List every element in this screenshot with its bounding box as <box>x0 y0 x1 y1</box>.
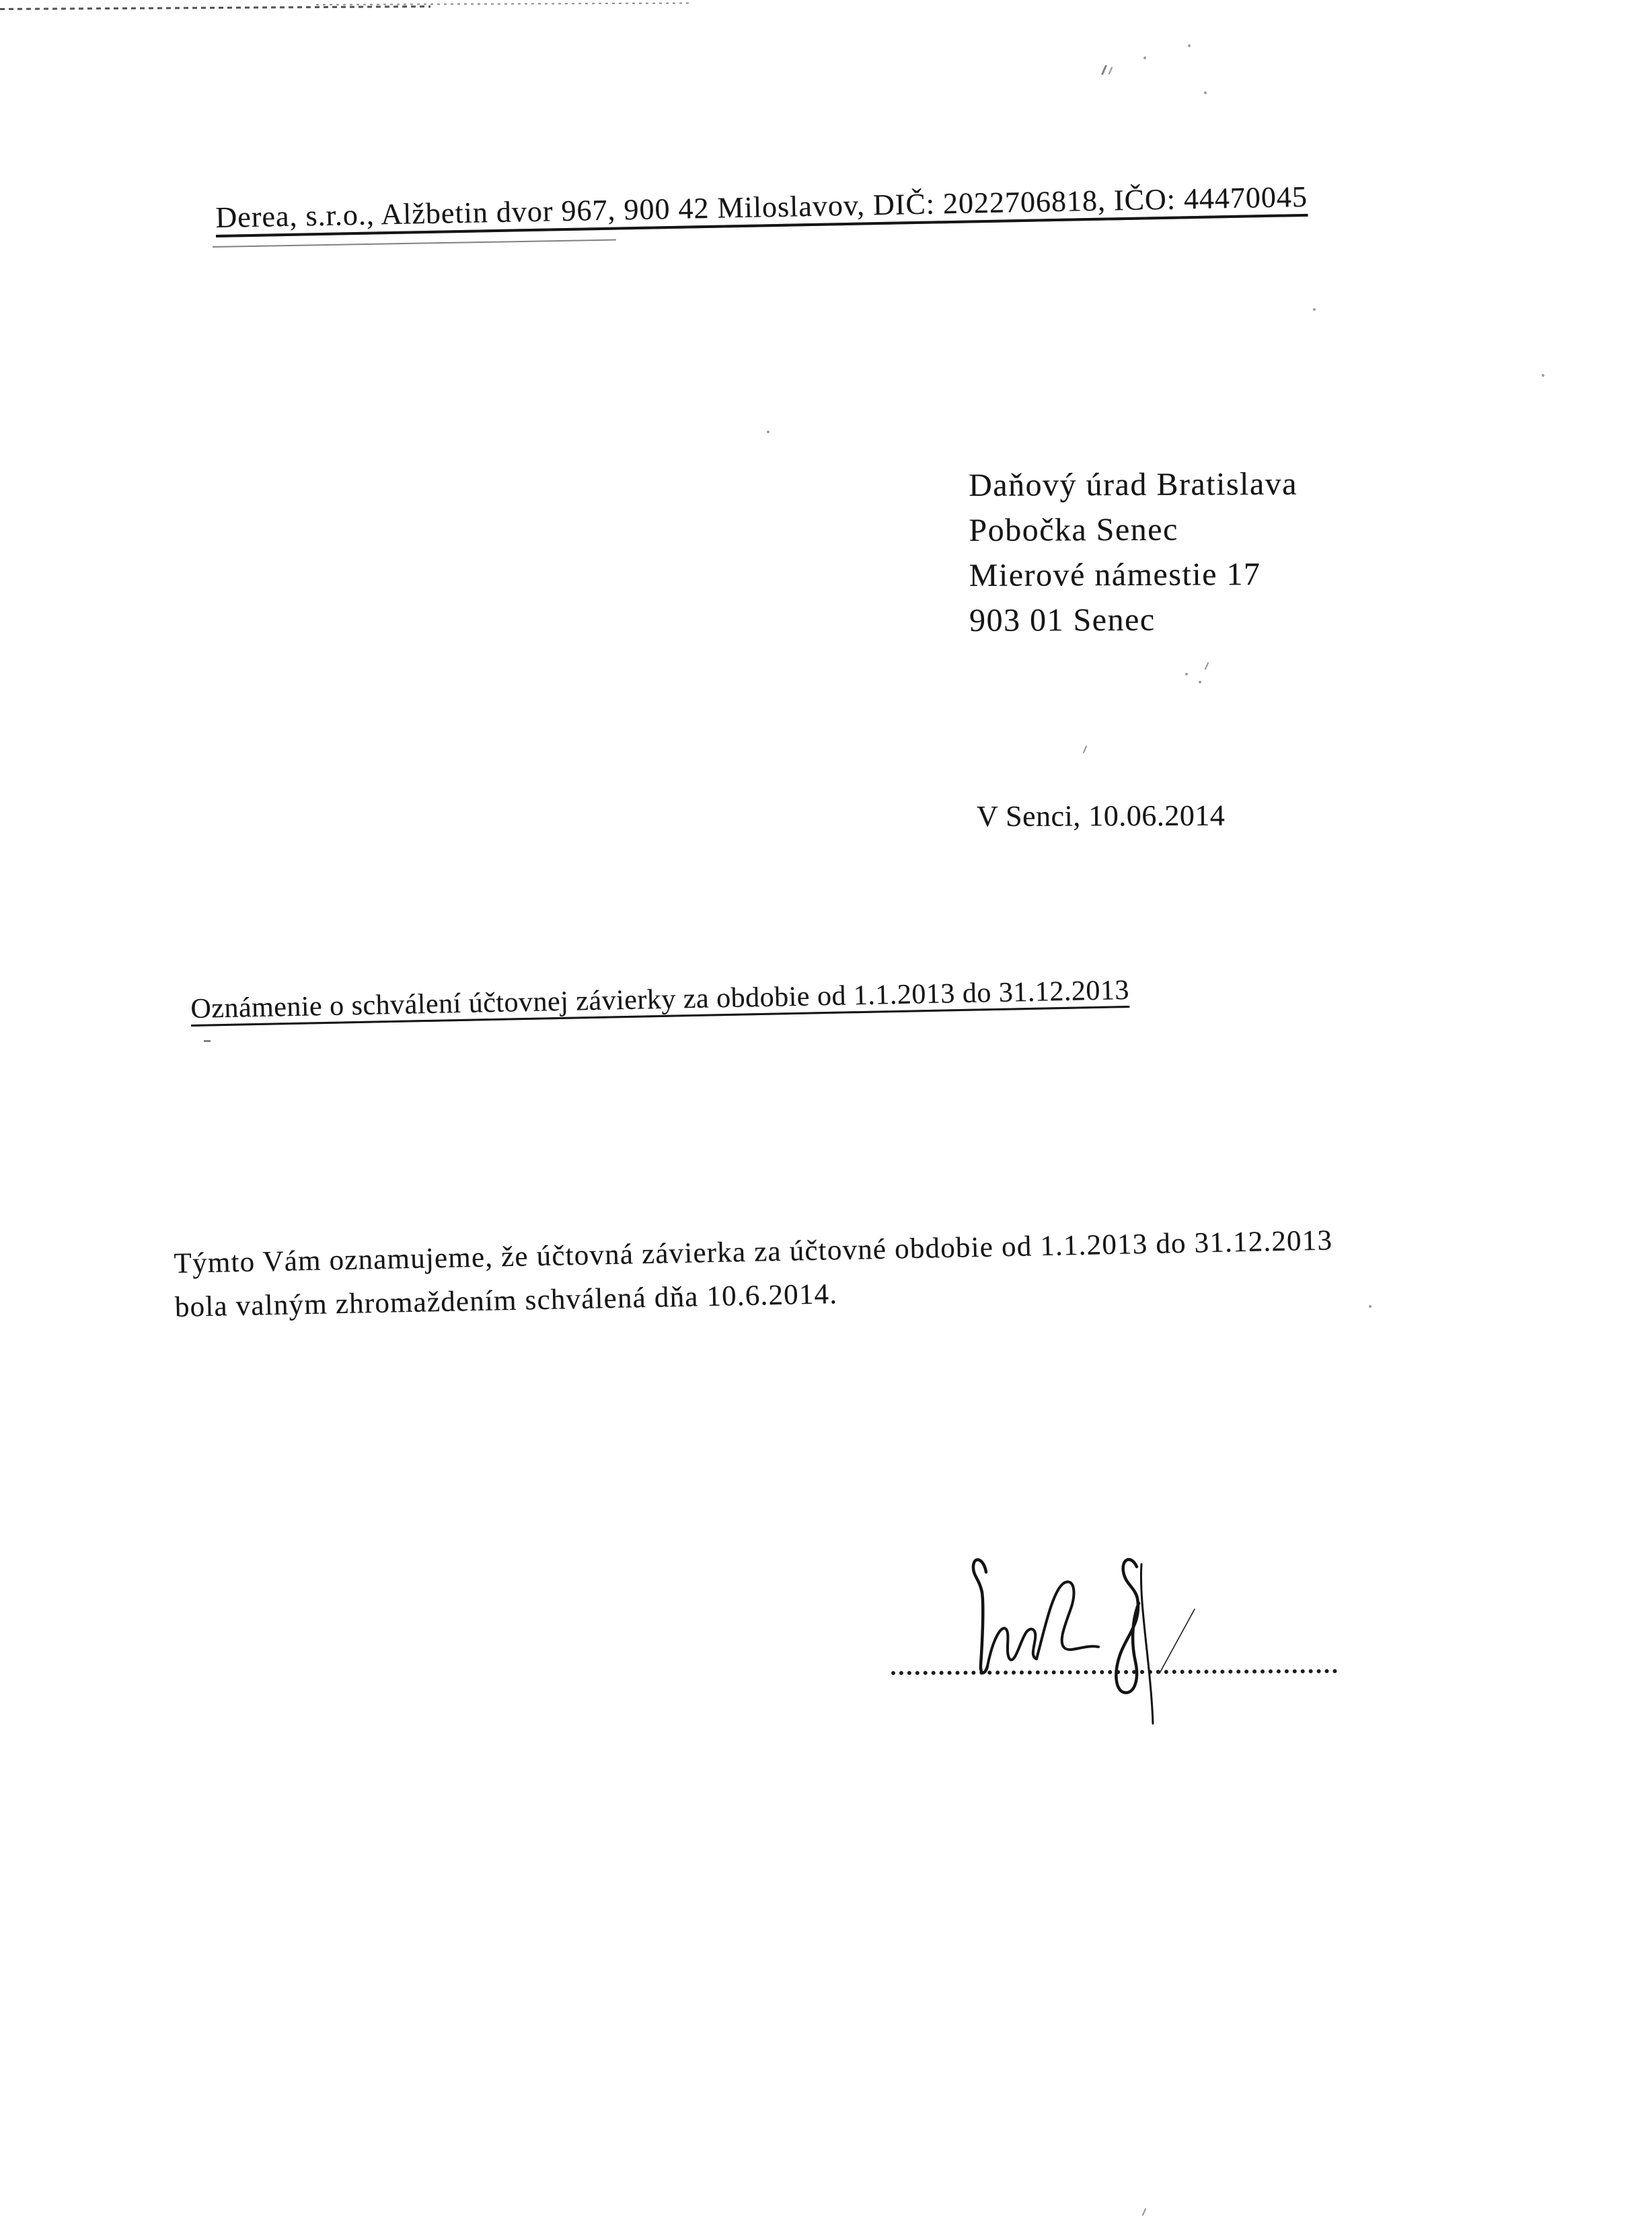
recipient-line: Daňový úrad Bratislava <box>969 466 1298 503</box>
scan-speck <box>1143 57 1146 59</box>
recipient-line: Pobočka Senec <box>969 511 1178 548</box>
sender-header-line: Derea, s.r.o., Alžbetin dvor 967, 900 42 Miloslavov, DIČ: 2022706818, IČO: 44470045 <box>215 180 1308 234</box>
subject-line: Oznámenie o schválení účtovnej závierky za obdobie od 1.1.2013 do 31.12.2013 <box>190 974 1130 1025</box>
scan-artifact-line <box>0 5 430 10</box>
scan-speck <box>1205 662 1209 670</box>
scan-speck <box>1369 1305 1372 1308</box>
scan-speck <box>1142 2208 1147 2216</box>
scan-artifact-underline <box>213 239 616 248</box>
body-line: bola valným zhromaždením schválená dňa 10.6.2014. <box>174 1278 838 1323</box>
scan-speck <box>1185 673 1188 675</box>
scan-speck <box>1188 44 1191 47</box>
scan-speck <box>767 431 769 433</box>
scan-speck <box>1101 65 1107 75</box>
scan-speck <box>1199 681 1201 683</box>
scan-artifact-line <box>316 3 693 5</box>
body-line: Týmto Vám oznamujeme, že účtovná závierka za účtovné obdobie od 1.1.2013 do 31.12.2013 <box>174 1224 1333 1280</box>
place-date-line: V Senci, 10.06.2014 <box>977 799 1226 833</box>
recipient-address-block <box>969 461 1298 643</box>
scan-speck <box>204 1040 211 1042</box>
body-paragraph <box>174 1218 1334 1329</box>
scan-speck <box>1204 91 1207 94</box>
scan-speck <box>1313 308 1316 311</box>
recipient-line: 903 01 Senec <box>969 601 1156 638</box>
scan-speck <box>1542 374 1544 377</box>
handwritten-signature-icon <box>965 1544 1214 1746</box>
scan-speck <box>1109 67 1113 75</box>
scan-speck <box>1083 745 1088 753</box>
recipient-line: Mierové námestie 17 <box>969 556 1261 593</box>
